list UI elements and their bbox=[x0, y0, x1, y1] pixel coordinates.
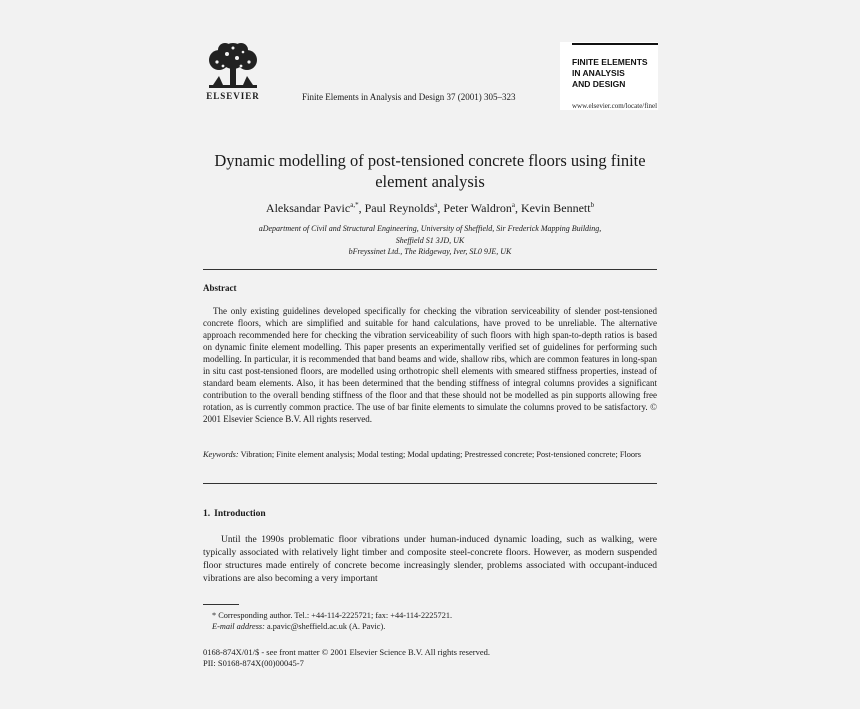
introduction-text: Until the 1990s problematic floor vibrations under human-induced dynamic loading, such as walking, were typically associated with relatively light timber and composite steel-concrete floors. However, as modern suspended floor structures made entirely of concrete become increasingly slender, problems associated with occupant-induced vibrations are also becoming a very important bbox=[203, 535, 657, 584]
section-number: 1. bbox=[203, 509, 211, 519]
journal-logo-rule bbox=[572, 43, 658, 45]
journal-logo-line2: IN ANALYSIS bbox=[572, 68, 625, 78]
author-affil-mark: a,* bbox=[350, 201, 359, 209]
publisher-name: ELSEVIER bbox=[206, 91, 260, 101]
journal-logo-line3: AND DESIGN bbox=[572, 79, 626, 89]
author-name: Paul Reynolds bbox=[364, 201, 435, 215]
email-note bbox=[212, 622, 385, 631]
author-name: Kevin Bennett bbox=[520, 201, 591, 215]
journal-logo-line1: FINITE ELEMENTS bbox=[572, 57, 648, 67]
journal-logo bbox=[560, 42, 658, 110]
keywords bbox=[203, 449, 657, 461]
abstract-heading: Abstract bbox=[203, 283, 237, 293]
article-title: Dynamic modelling of post-tensioned concrete floors using finite element analysis bbox=[214, 151, 646, 191]
affiliation-b-line1: bFreyssinet Ltd., The Ridgeway, Iver, SL0 9JE, UK bbox=[348, 247, 512, 256]
email-value: a.pavic@sheffield.ac.uk (A. Pavic). bbox=[267, 622, 386, 631]
footnote-rule bbox=[203, 604, 239, 605]
affiliation-a-line2: Sheffield S1 3JD, UK bbox=[395, 236, 465, 245]
section-heading bbox=[203, 509, 266, 519]
abstract-text: The only existing guidelines developed specifically for checking the vibration serviceability of slender post-tensioned concrete floors, which are simplified and suitable for hand calculations, have proved to be unreliable. The alternative approach recommended here for checking the vibration serviceability of such floors with high span-to-depth ratios is based on dynamic finite element modelling. This paper presents an experimentally verified set of guidelines for performing such modelling. In particular, it is recommended that band beams and wide, shallow ribs, which are common features in long-span in situ cast post-tensioned floors, are modelled using orthotropic shell elements with smeared stiffness properties, instead of standard beam elements. Also, it has been determined that the bending stiffness of integral columns provides a significant contribution to the overall bending stiffness of the floor and that these should not be modelled as pin supports allowing free rotation, as is currently common practice. The use of bar finite elements to simulate the columns proved to be satisfactory. © 2001 Elsevier Science B.V. All rights reserved. bbox=[203, 306, 657, 424]
keywords-label: Keywords: bbox=[203, 450, 239, 459]
copyright-line: 0168-874X/01/$ - see front matter © 2001 Elsevier Science B.V. All rights reserved. bbox=[203, 647, 490, 657]
corresponding-author-note: * Corresponding author. Tel.: +44-114-2225721; fax: +44-114-2225721. bbox=[212, 611, 453, 620]
pii-line: PII: S0168-874X(00)00045-7 bbox=[203, 658, 304, 668]
journal-citation: Finite Elements in Analysis and Design 37 (2001) 305–323 bbox=[302, 92, 516, 102]
divider bbox=[203, 269, 657, 270]
keywords-text: Vibration; Finite element analysis; Modal testing; Modal updating; Prestressed concrete; Post-tensioned concrete; Floors bbox=[240, 450, 642, 459]
affiliation-a-line1: aDepartment of Civil and Structural Engineering, University of Sheffield, Sir Frederick Mapping Building, bbox=[258, 224, 602, 233]
author-name: Aleksandar Pavic bbox=[265, 201, 351, 215]
journal-logo-url: www.elsevier.com/locate/finel bbox=[572, 102, 658, 110]
author-affil-mark: a bbox=[511, 201, 515, 209]
author-name: Peter Waldron bbox=[443, 201, 512, 215]
author-affil-mark: a bbox=[434, 201, 438, 209]
section-title: Introduction bbox=[214, 509, 266, 519]
author-list: Aleksandar Pavic$^{a,*}$, Paul Reynolds$^a$, Peter Waldron$^a$, Kevin Bennett$^b$ bbox=[265, 201, 595, 215]
divider bbox=[203, 483, 657, 484]
email-label: E-mail address: bbox=[212, 622, 265, 631]
author-affil-mark: b bbox=[590, 201, 595, 209]
